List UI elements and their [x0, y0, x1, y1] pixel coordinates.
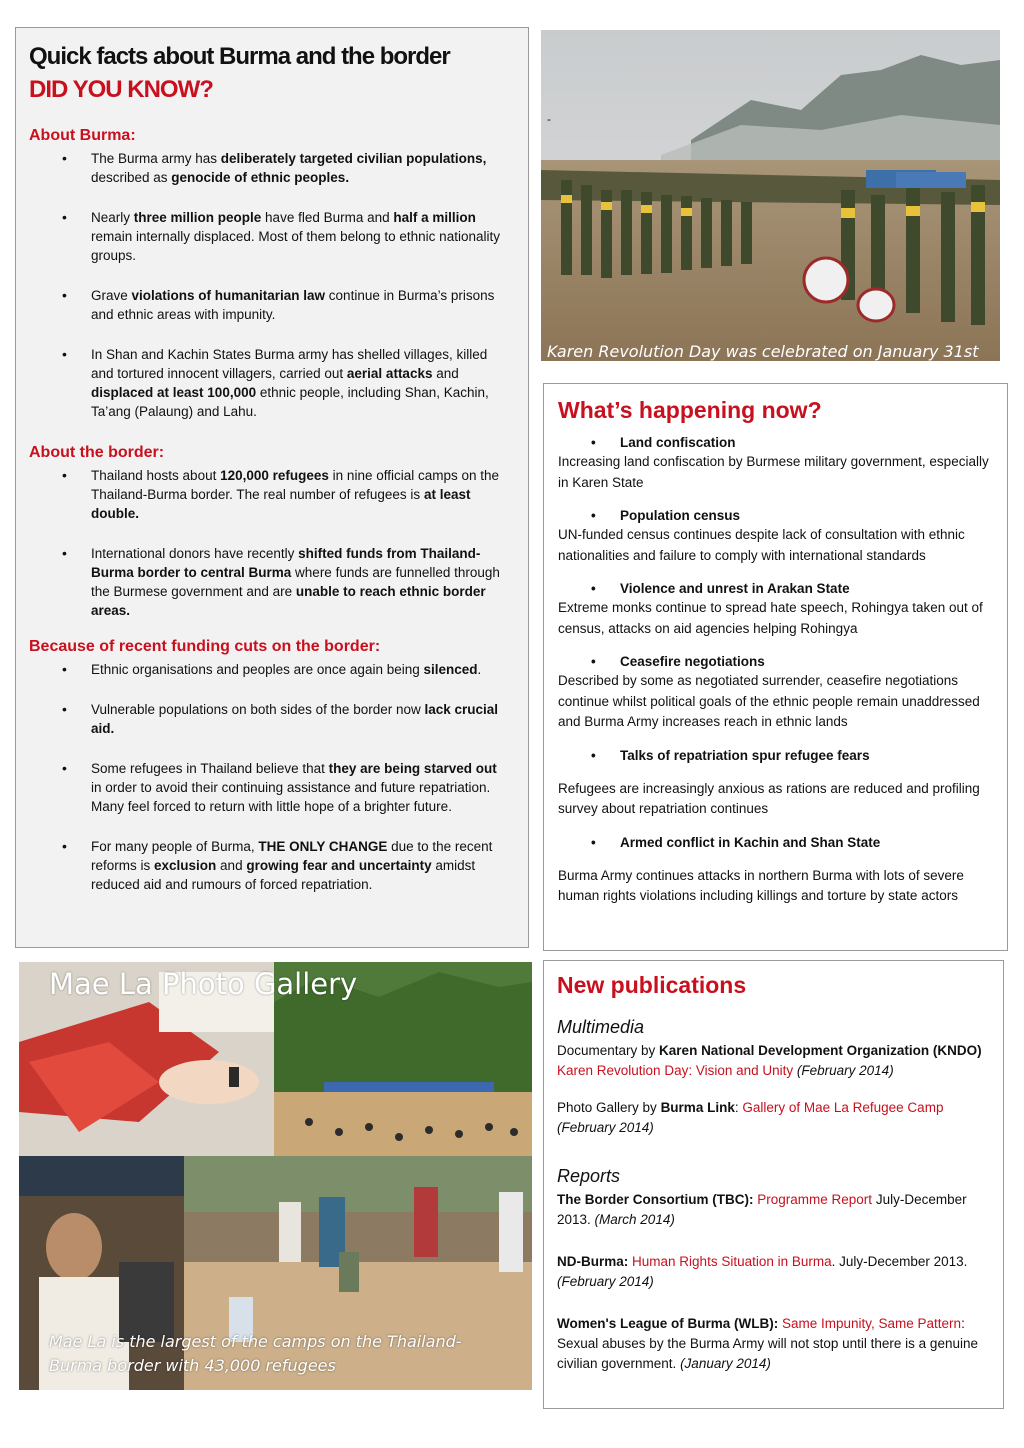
about-burma-list	[29, 149, 514, 421]
about-border-heading: About the border:	[29, 444, 165, 461]
news-item-title: • Armed conflict in Kachin and Shan State	[558, 834, 993, 852]
list-item: • Vulnerable populations on both sides of the border now lack crucial aid.	[29, 700, 514, 738]
news-item-title: • Ceasefire negotiations	[558, 653, 993, 671]
news-item-title: • Population census	[558, 507, 993, 525]
quick-facts-panel	[15, 27, 529, 948]
publication-link[interactable]: Programme Report	[757, 1192, 873, 1207]
news-item-text: UN-funded census continues despite lack of consultation with ethnic nationalities and failure to comply with international standards	[558, 527, 965, 563]
list-item: • Nearly three million people have fled Burma and half a million remain internally displaced. Most of them belong to ethnic nationality groups.	[29, 208, 514, 265]
gallery-title: Mae La Photo Gallery	[49, 967, 358, 1001]
news-item-text: Increasing land confiscation by Burmese military government, especially in Karen State	[558, 454, 989, 490]
news-item-text: Burma Army continues attacks in northern Burma with lots of severe human rights violations including killings and torture by state actors	[558, 867, 964, 903]
publication-link[interactable]: Same Impunity, Same Pattern	[781, 1316, 962, 1331]
new-publications-panel	[543, 960, 1004, 1409]
photo-mark: -	[547, 112, 551, 126]
publication-entry: ND-Burma: Human Rights Situation in Burma. July-December 2013. (February 2014)	[557, 1254, 968, 1289]
news-item-title: • Talks of repatriation spur refugee fears	[558, 747, 993, 765]
list-item: • Grave violations of humanitarian law continue in Burma’s prisons and ethnic areas with impunity.	[29, 286, 514, 324]
list-item: • In Shan and Kachin States Burma army has shelled villages, killed and tortured innocent villagers, carried out aerial attacks and displaced at least 100,000 ethnic people, including Shan, Kachin, Ta’ang (Palaung) and Lahu.	[29, 345, 514, 421]
publication-link[interactable]: Human Rights Situation in Burma	[632, 1254, 832, 1269]
list-item: • Some refugees in Thailand believe that they are being starved out in order to avoid their continuing assistance and future repatriation. Many feel forced to return with little hope of a brighter future.	[29, 759, 514, 816]
news-item-text: Refugees are increasingly anxious as rations are reduced and profiling survey about repatriation continues	[558, 780, 980, 816]
funding-cuts-list	[29, 660, 514, 894]
publication-entry: Women's League of Burma (WLB): Same Impunity, Same Pattern: Sexual abuses by the Burma Army will not stop until there is a genuine civilian government. (January 2014)	[557, 1316, 978, 1371]
publication-entry: Photo Gallery by Burma Link: Gallery of Mae La Refugee Camp (February 2014)	[557, 1100, 944, 1135]
whats-happening-panel	[543, 383, 1008, 951]
about-burma-heading: About Burma:	[29, 127, 136, 144]
about-border-list	[29, 466, 514, 620]
karen-revolution-day-photo	[541, 30, 1000, 361]
publications-heading: New publications	[557, 972, 747, 998]
news-item-title: • Violence and unrest in Arakan State	[558, 580, 993, 598]
publication-entry: The Border Consortium (TBC): Programme Report July-December 2013. (March 2014)	[557, 1192, 967, 1227]
reports-heading: Reports	[557, 1166, 621, 1186]
news-item-title: • Land confiscation	[558, 434, 993, 452]
multimedia-heading: Multimedia	[557, 1017, 645, 1037]
list-item: • Thailand hosts about 120,000 refugees in nine official camps on the Thailand-Burma border. The real number of refugees is at least double.	[29, 466, 514, 523]
mae-la-photo-gallery[interactable]	[19, 962, 532, 1390]
news-item-text: Described by some as negotiated surrender, ceasefire negotiations continue whilst political goals of the ethnic people remain unaddressed and Burma Army increases reach in ethnic lands	[558, 673, 980, 729]
parade-illustration	[541, 30, 1000, 361]
did-you-know-heading: DID YOU KNOW?	[29, 76, 213, 103]
top-photo-caption: Karen Revolution Day was celebrated on January 31st	[547, 342, 979, 361]
list-item: • For many people of Burma, THE ONLY CHANGE due to the recent reforms is exclusion and growing fear and uncertainty amidst reduced aid and rumours of forced repatriation.	[29, 837, 514, 894]
publication-link[interactable]: Gallery of Mae La Refugee Camp	[742, 1100, 944, 1115]
gallery-caption: Mae La is the largest of the camps on the Thailand-Burma border with 43,000 refugees	[49, 1332, 462, 1375]
funding-cuts-heading: Because of recent funding cuts on the border:	[29, 638, 381, 655]
whats-happening-heading: What’s happening now?	[558, 397, 822, 423]
list-item: • The Burma army has deliberately targeted civilian populations, described as genocide of ethnic peoples.	[29, 149, 514, 187]
gallery-collage	[19, 962, 532, 1390]
list-item: • Ethnic organisations and peoples are once again being silenced.	[29, 660, 514, 679]
news-item-text: Extreme monks continue to spread hate speech, Rohingya taken out of census, attacks on aid agencies helping Rohingya	[558, 600, 983, 636]
facts-title: Quick facts about Burma and the border	[29, 43, 450, 70]
publication-entry: Documentary by Karen National Development Organization (KNDO) Karen Revolution Day: Vision and Unity (February 2014)	[557, 1043, 982, 1078]
publication-link[interactable]: Karen Revolution Day: Vision and Unity	[557, 1063, 794, 1078]
list-item: • International donors have recently shifted funds from Thailand-Burma border to central Burma where funds are funnelled through the Burmese government and are unable to reach ethnic border areas.	[29, 544, 514, 620]
